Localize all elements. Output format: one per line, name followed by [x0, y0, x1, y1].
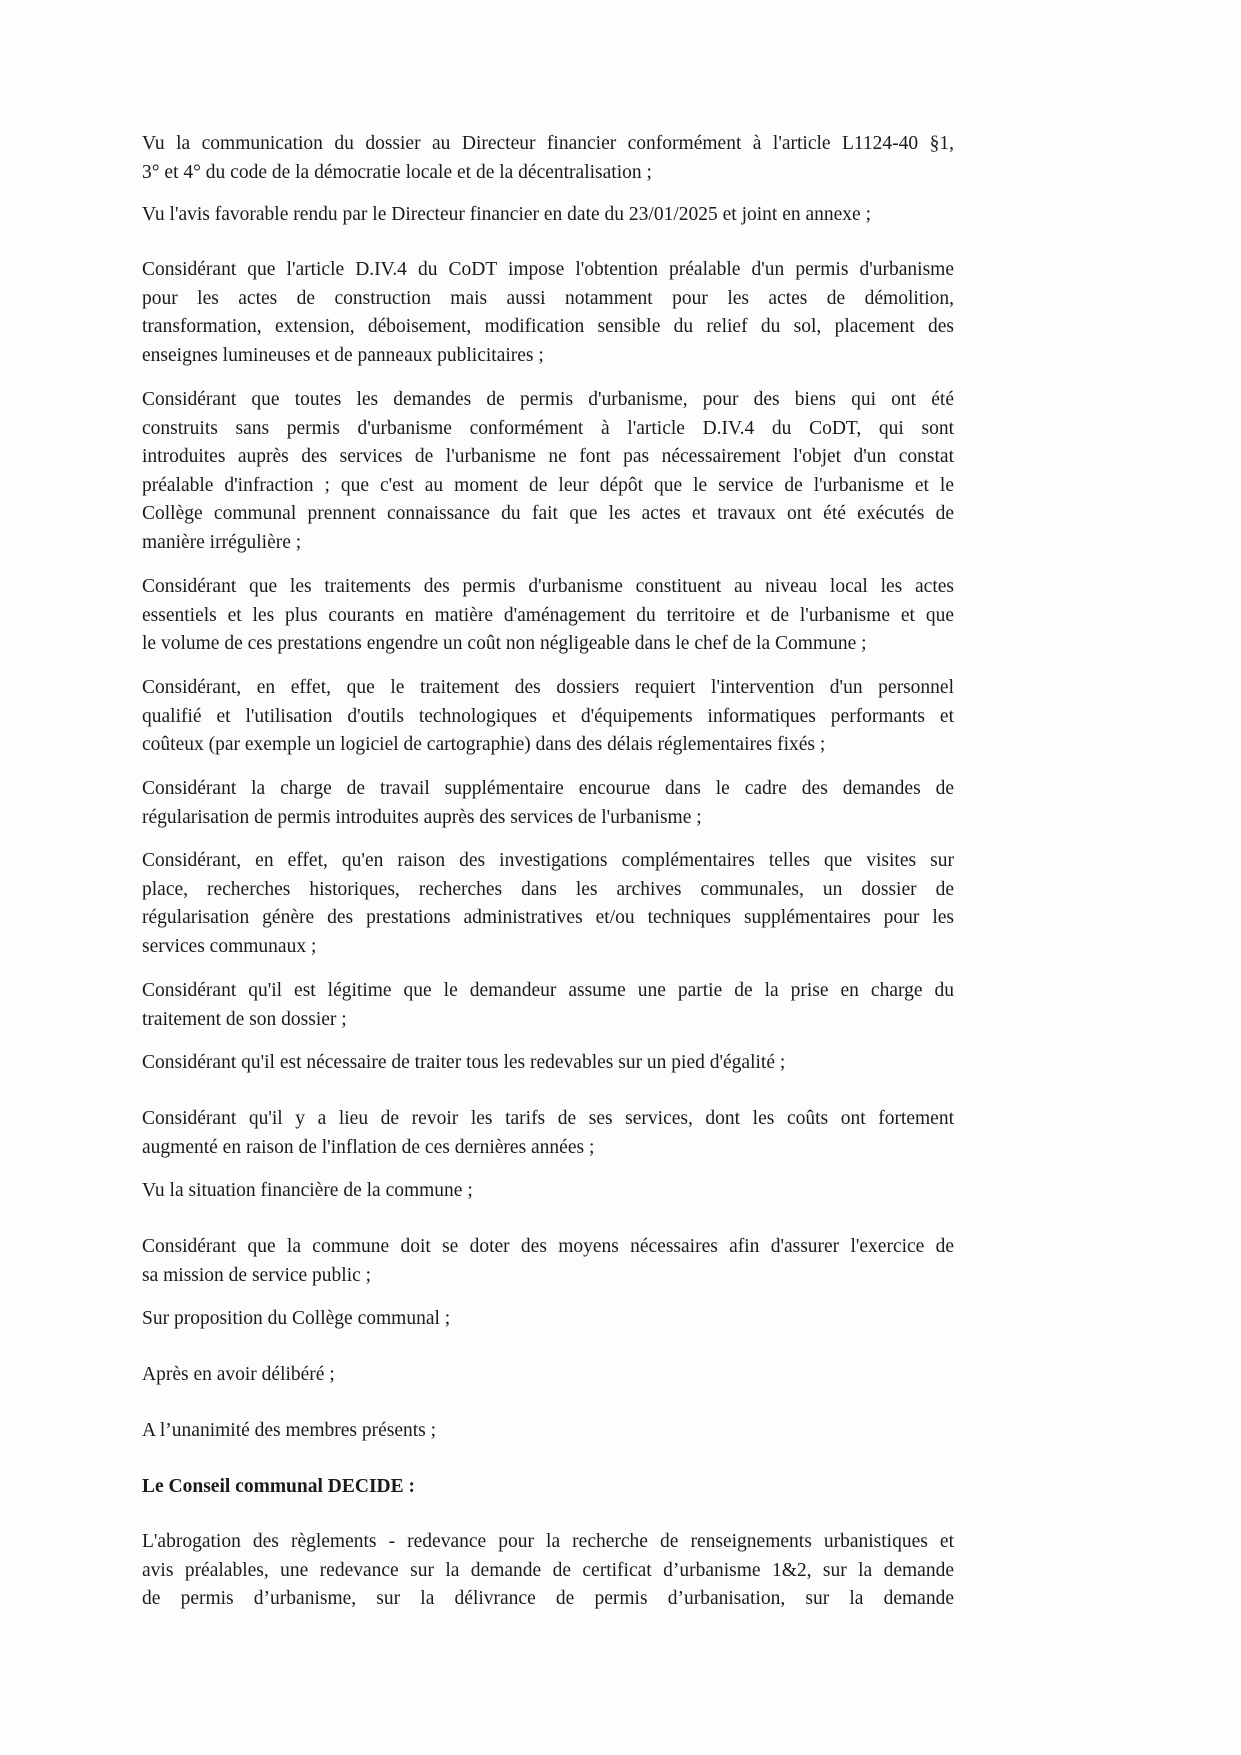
text-line: Considérant qu'il y a lieu de revoir les tarifs de ses services, dont les coûts ont fortement	[142, 1108, 954, 1129]
paragraph-proposition-college	[142, 1305, 954, 1334]
text-line: Considérant, en effet, que le traitement des dossiers requiert l'intervention d'un personnel	[142, 677, 954, 698]
text-line: Le Conseil communal DECIDE :	[142, 1476, 416, 1497]
paragraph-unanimite	[142, 1417, 954, 1446]
text-line: transformation, extension, déboisement, modification sensible du relief du sol, placement des	[142, 316, 954, 338]
paragraph-abrogation	[142, 1528, 954, 1614]
text-line: Considérant la charge de travail supplémentaire encourue dans le cadre des demandes de	[142, 778, 954, 799]
text-line: Considérant que la commune doit se doter des moyens nécessaires afin d'assurer l'exercice de	[142, 1236, 954, 1257]
text-line: sa mission de service public ;	[142, 1264, 372, 1286]
paragraph-avis-favorable	[142, 201, 954, 230]
paragraph-investigations	[142, 847, 954, 961]
text-line: le volume de ces prestations engendre un coût non négligeable dans le chef de la Commune ;	[142, 633, 867, 655]
text-line: Collège communal prennent connaissance du fait que les actes et travaux ont été exécutés de	[142, 503, 954, 525]
text-line: place, recherches historiques, recherches dans les archives communales, un dossier de	[142, 878, 954, 900]
paragraph-moyens-necessaires	[142, 1233, 954, 1290]
text-line: Vu l'avis favorable rendu par le Directeur financier en date du 23/01/2025 et joint en annexe ;	[142, 204, 871, 225]
text-line: 3° et 4° du code de la démocratie locale et de la décentralisation ;	[142, 161, 652, 183]
text-line: Vu la communication du dossier au Directeur financier conformément à l'article L1124-40 §1,	[142, 133, 954, 154]
paragraph-traitement-dossiers	[142, 674, 954, 760]
text-line: Considérant qu'il est nécessaire de traiter tous les redevables sur un pied d'égalité ;	[142, 1052, 786, 1073]
decision-heading	[142, 1473, 954, 1502]
text-line: Considérant, en effet, qu'en raison des investigations complémentaires telles que visites sur	[142, 850, 954, 871]
text-line: Considérant que l'article D.IV.4 du CoDT impose l'obtention préalable d'un permis d'urbanisme	[142, 259, 954, 280]
text-line: manière irrégulière ;	[142, 531, 302, 553]
paragraph-delibere	[142, 1361, 954, 1390]
text-line: préalable d'infraction ; que c'est au moment de leur dépôt que le service de l'urbanisme et le	[142, 474, 954, 496]
text-line: construits sans permis d'urbanisme conformément à l'article D.IV.4 du CoDT, qui sont	[142, 417, 954, 439]
paragraph-situation-financiere	[142, 1177, 954, 1206]
paragraph-legitime	[142, 977, 954, 1034]
text-line: Considérant qu'il est légitime que le demandeur assume une partie de la prise en charge du	[142, 980, 954, 1001]
paragraph-tarifs	[142, 1105, 954, 1162]
text-line: A l’unanimité des membres présents ;	[142, 1420, 437, 1441]
paragraph-communication-directeur	[142, 130, 954, 187]
text-line: L'abrogation des règlements - redevance pour la recherche de renseignements urbanistiques et	[142, 1531, 954, 1552]
text-line: qualifié et l'utilisation d'outils technologiques et d'équipements informatiques performants et	[142, 705, 954, 727]
text-line: Après en avoir délibéré ;	[142, 1364, 335, 1385]
text-line: enseignes lumineuses et de panneaux publicitaires ;	[142, 344, 544, 366]
text-line: de permis d’urbanisme, sur la délivrance de permis d’urbanisation, sur la demande	[142, 1588, 954, 1610]
text-line: essentiels et les plus courants en matière d'aménagement du territoire et de l'urbanisme et que	[142, 604, 954, 626]
text-line: pour les actes de construction mais aussi notamment pour les actes de démolition,	[142, 287, 954, 309]
text-line: Considérant que les traitements des permis d'urbanisme constituent au niveau local les actes	[142, 576, 954, 597]
paragraph-demandes-permis	[142, 386, 954, 558]
text-line: Sur proposition du Collège communal ;	[142, 1308, 451, 1329]
text-line: Vu la situation financière de la commune ;	[142, 1180, 473, 1201]
text-line: régularisation de permis introduites auprès des services de l'urbanisme ;	[142, 806, 702, 828]
paragraph-article-div4	[142, 256, 954, 370]
text-line: services communaux ;	[142, 935, 317, 957]
paragraph-charge-travail	[142, 775, 954, 832]
text-line: avis préalables, une redevance sur la demande de certificat d’urbanisme 1&2, sur la demande	[142, 1559, 954, 1581]
text-line: Considérant que toutes les demandes de permis d'urbanisme, pour des biens qui ont été	[142, 389, 954, 410]
text-line: augmenté en raison de l'inflation de ces dernières années ;	[142, 1136, 595, 1158]
text-line: coûteux (par exemple un logiciel de cartographie) dans des délais réglementaires fixés ;	[142, 734, 826, 756]
paragraph-egalite	[142, 1049, 954, 1078]
text-line: introduites auprès des services de l'urbanisme ne font pas nécessairement l'objet d'un constat	[142, 446, 954, 468]
paragraph-traitements-permis	[142, 573, 954, 659]
text-line: régularisation génère des prestations administratives et/ou techniques supplémentaires pour les	[142, 907, 954, 929]
text-line: traitement de son dossier ;	[142, 1008, 347, 1030]
